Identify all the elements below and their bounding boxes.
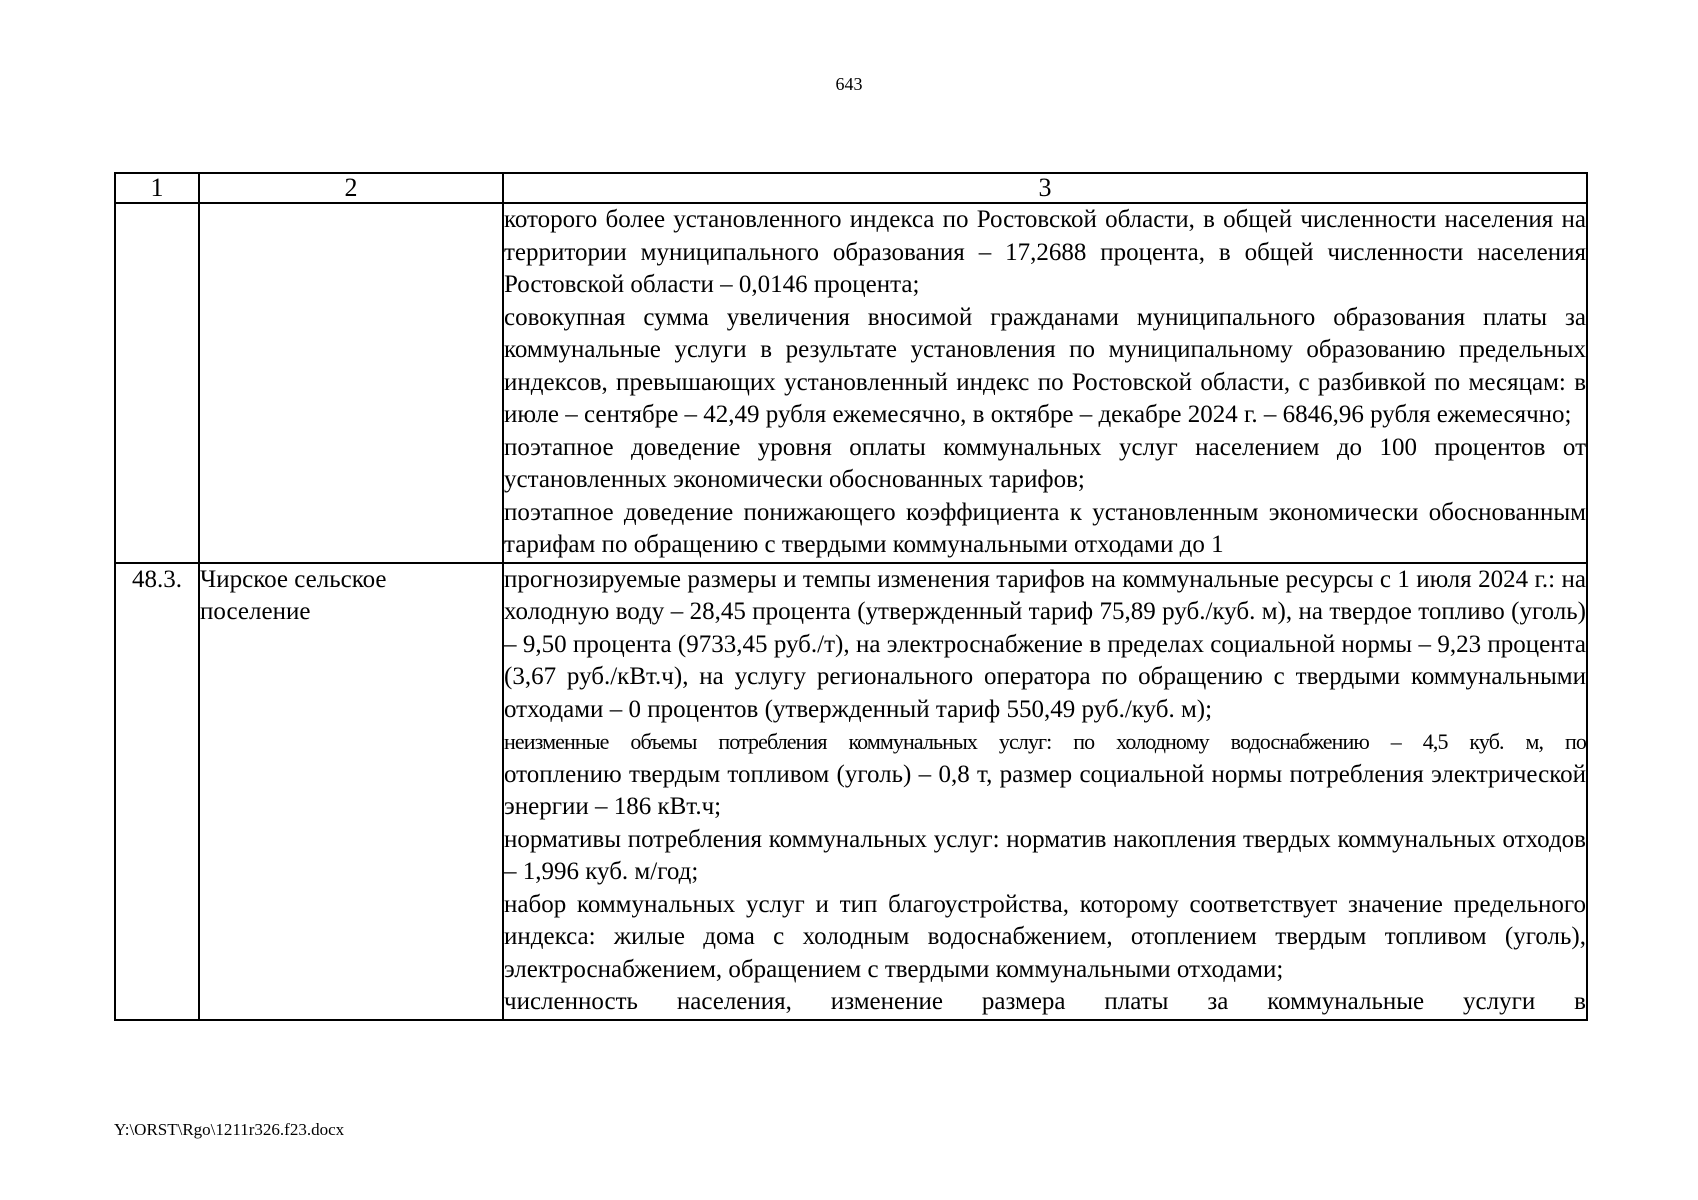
- municipality-name-cell: [199, 203, 503, 563]
- header-cell-1: 1: [115, 173, 199, 203]
- header-cell-2: 2: [199, 173, 503, 203]
- paragraph: нормативы потребления коммунальных услуг: норматив накопления твердых коммунальных отходов – 1,996 куб. м/год;: [504, 825, 1586, 885]
- table-row: [115, 203, 1587, 563]
- municipality-name-cell: Чирское сельское поселение: [199, 563, 503, 1020]
- paragraph: прогнозируемые размеры и темпы изменения тарифов на коммунальные ресурсы с 1 июля 2024 г.: на холодную воду – 28,45 процента (утвержденный тариф 75,89 руб./куб. м), на твердое топливо (уголь) – 9,50 процента (9733,45 руб./т), на электроснабжение в пределах социальной нормы – 9,23 процента (3,67 руб./кВт.ч), на услугу регионального оператора по обращению с твердыми коммунальными отходами – 0 процентов (утвержденный тариф 550,49 руб./куб. м);: [504, 565, 1586, 723]
- paragraph: неизменные объемы потребления коммунальных услуг: по холодному водоснабжению – 4,5 куб. м, по: [504, 729, 1586, 754]
- paragraph: совокупная сумма увеличения вносимой гражданами муниципального образования платы за коммунальные услуги в результате установления по муниципальному образованию предельных индексов, превышающих установленный индекс по Ростовской области, с разбивкой по месяцам: в июле – сентябре – 42,49 рубля ежемесячно, в октябре – декабре 2024 г. – 6846,96 рубля ежемесячно;: [504, 303, 1586, 428]
- description-cell: [503, 563, 1587, 1020]
- description-cell: [503, 203, 1587, 563]
- row-number-cell: [115, 203, 199, 563]
- paragraph: отоплению твердым топливом (уголь) – 0,8 т, размер социальной нормы потребления электрической энергии – 186 кВт.ч;: [504, 760, 1586, 820]
- footer-file-path: Y:\ORST\Rgo\1211r326.f23.docx: [114, 1120, 345, 1139]
- page-number: 643: [835, 74, 863, 94]
- table-row: [115, 563, 1587, 1020]
- header-cell-3: 3: [503, 173, 1587, 203]
- paragraph: которого более установленного индекса по Ростовской области, в общей численности населения на территории муниципального образования – 17,2688 процента, в общей численности населения Ростовской области – 0,0146 процента;: [504, 206, 1586, 298]
- paragraph: набор коммунальных услуг и тип благоустройства, которому соответствует значение предельного индекса: жилые дома с холодным водоснабжением, отоплением твердым топливом (уголь), электроснабжением, обращением с твердыми коммунальными отходами;: [504, 890, 1586, 983]
- tariff-table: [114, 172, 1588, 1021]
- table-header-row: [115, 173, 1587, 203]
- paragraph: численность населения, изменение размера платы за коммунальные услуги в: [504, 988, 1586, 1015]
- paragraph: поэтапное доведение понижающего коэффициента к установленным экономически обоснованным тарифам по обращению с твердыми коммунальными отходами до 1: [504, 498, 1586, 558]
- paragraph: поэтапное доведение уровня оплаты коммунальных услуг населением до 100 процентов от установленных экономически обоснованных тарифов;: [504, 433, 1586, 493]
- row-number-cell: 48.3.: [115, 563, 199, 1020]
